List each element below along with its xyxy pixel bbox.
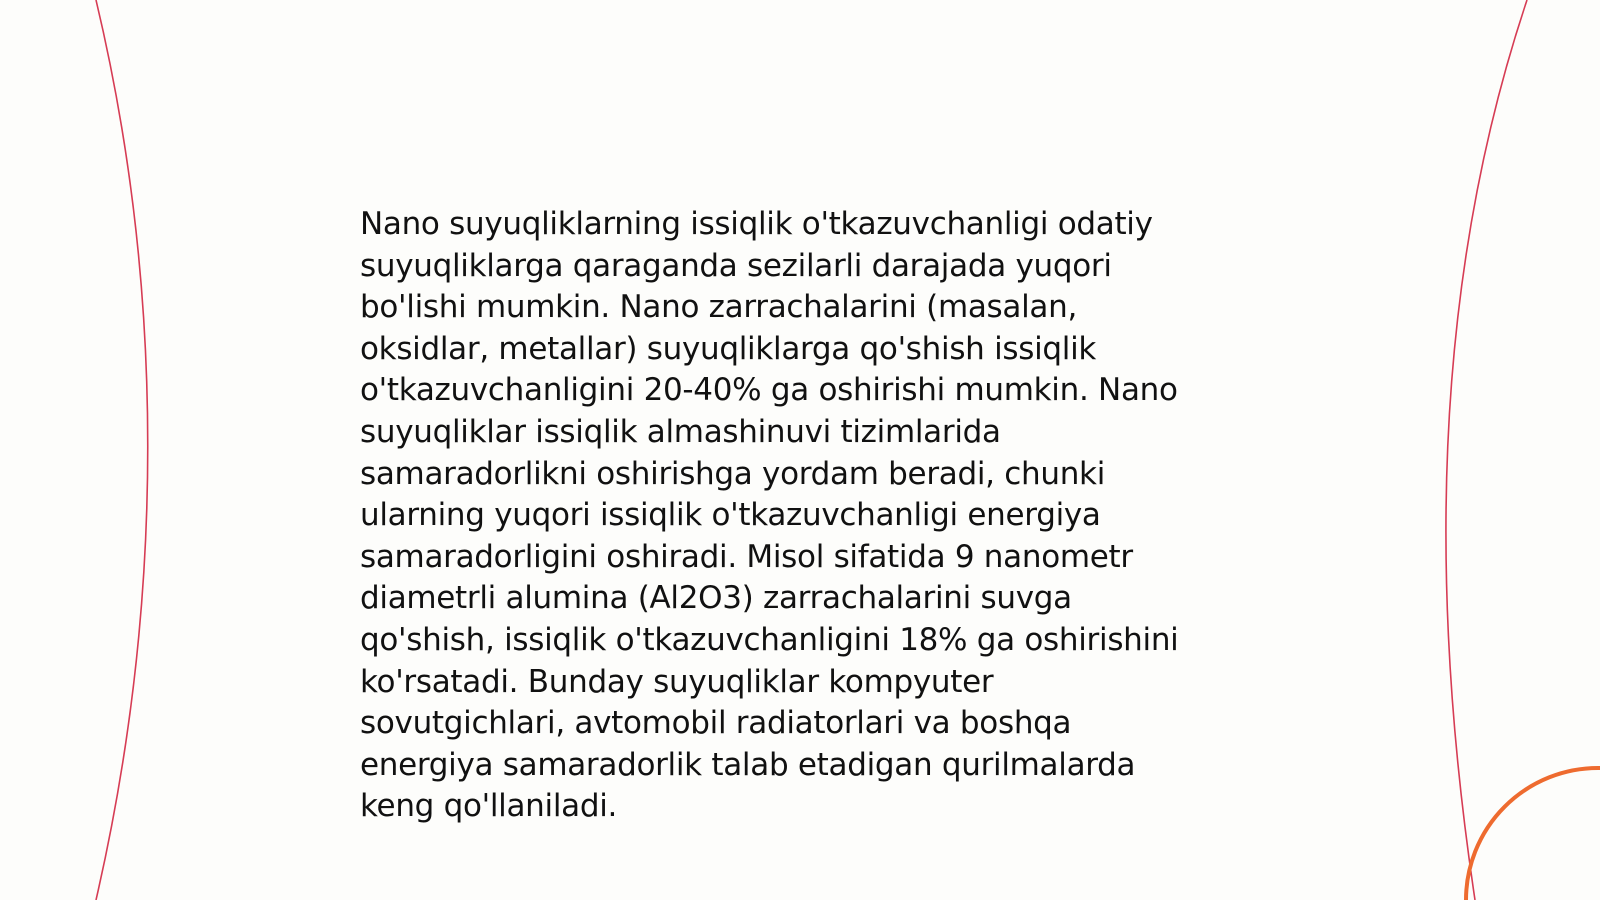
right-arc (1446, 0, 1527, 900)
body-line: diametrli alumina (Al2O3) zarrachalarini suvga (360, 580, 1072, 617)
body-line: ularning yuqori issiqlik o'tkazuvchanligi energiya (360, 497, 1101, 534)
body-line: ko'rsatadi. Bunday suyuqliklar kompyuter (360, 663, 994, 700)
body-line: samaradorlikni oshirishga yordam beradi, chunki (360, 455, 1106, 492)
body-line: sovutgichlari, avtomobil radiatorlari va boshqa (360, 705, 1072, 742)
body-line: suyuqliklar issiqlik almashinuvi tizimlarida (360, 413, 1001, 450)
left-arc (96, 0, 148, 900)
body-line: energiya samaradorlik talab etadigan qurilmalarda (360, 746, 1136, 783)
body-line: qo'shish, issiqlik o'tkazuvchanligini 18% ga oshirishini (360, 621, 1179, 658)
body-line: o'tkazuvchanligini 20-40% ga oshirishi mumkin. Nano (360, 372, 1178, 409)
body-line: samaradorligini oshiradi. Misol sifatida 9 nanometr (360, 538, 1133, 575)
body-paragraph (360, 204, 1260, 828)
body-line: suyuqliklarga qaraganda sezilarli darajada yuqori (360, 247, 1112, 284)
body-line: keng qo'llaniladi. (360, 788, 618, 825)
body-line: bo'lishi mumkin. Nano zarrachalarini (masalan, (360, 289, 1078, 326)
accent-circle (1466, 768, 1600, 900)
body-line: Nano suyuqliklarning issiqlik o'tkazuvchanligi odatiy (360, 206, 1153, 242)
body-line: oksidlar, metallar) suyuqliklarga qo'shish issiqlik (360, 330, 1097, 367)
